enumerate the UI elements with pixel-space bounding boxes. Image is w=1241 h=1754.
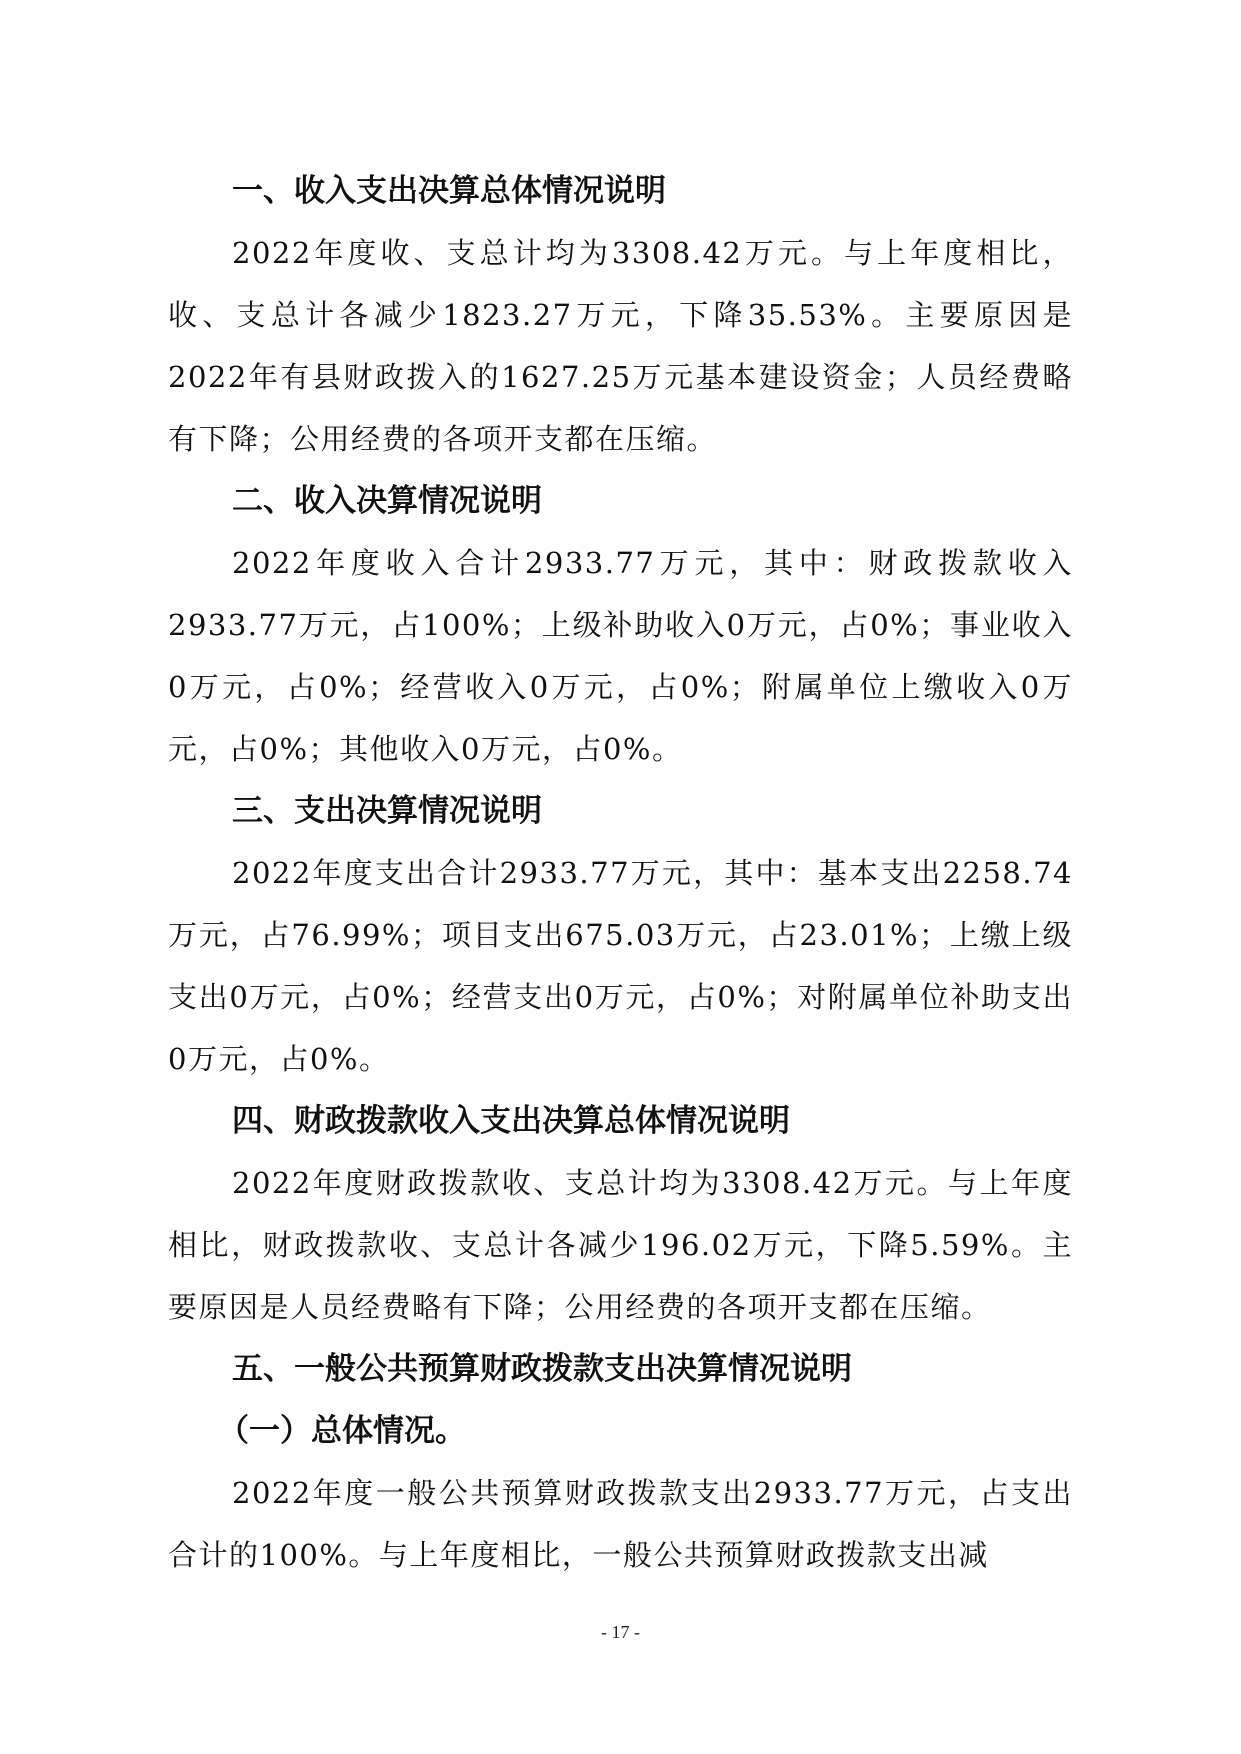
section-heading-income: 二、收入决算情况说明 [232, 483, 542, 519]
section-paragraph-expenditure: 2022年度支出合计2933.77万元，其中：基本支出2258.74万元，占76.99%；项目支出675.03万元，占23.01%；上缴上级支出0万元，占0%；经营支出0万元，占0%；对附属单位补助支出0万元，占0%。 [168, 856, 1073, 1076]
page-number: - 17 - [601, 1622, 640, 1642]
document-body [168, 160, 1073, 1586]
section-heading-income-expenditure-overview: 一、收入支出决算总体情况说明 [232, 173, 666, 209]
section-heading-expenditure: 三、支出决算情况说明 [232, 793, 542, 829]
subsection-heading-overall: （一）总体情况。 [218, 1413, 466, 1449]
section-paragraph-income: 2022年度收入合计2933.77万元，其中：财政拨款收入2933.77万元，占100%；上级补助收入0万元，占0%；事业收入0万元，占0%；经营收入0万元，占0%；附属单位上缴收入0万元，占0%；其他收入0万元，占0%。 [168, 546, 1073, 766]
section-paragraph-income-expenditure-overview: 2022年度收、支总计均为3308.42万元。与上年度相比，收、支总计各减少1823.27万元，下降35.53%。主要原因是2022年有县财政拨入的1627.25万元基本建设资金；人员经费略有下降；公用经费的各项开支都在压缩。 [168, 236, 1073, 456]
section-heading-general-public-budget: 五、一般公共预算财政拨款支出决算情况说明 [232, 1351, 852, 1387]
section-paragraph-general-public-budget: 2022年度一般公共预算财政拨款支出2933.77万元，占支出合计的100%。与上年度相比，一般公共预算财政拨款支出减 [168, 1476, 1073, 1572]
section-heading-fiscal-appropriation: 四、财政拨款收入支出决算总体情况说明 [232, 1103, 790, 1139]
section-paragraph-fiscal-appropriation: 2022年度财政拨款收、支总计均为3308.42万元。与上年度相比，财政拨款收、支总计各减少196.02万元，下降5.59%。主要原因是人员经费略有下降；公用经费的各项开支都在压缩。 [168, 1166, 1073, 1324]
